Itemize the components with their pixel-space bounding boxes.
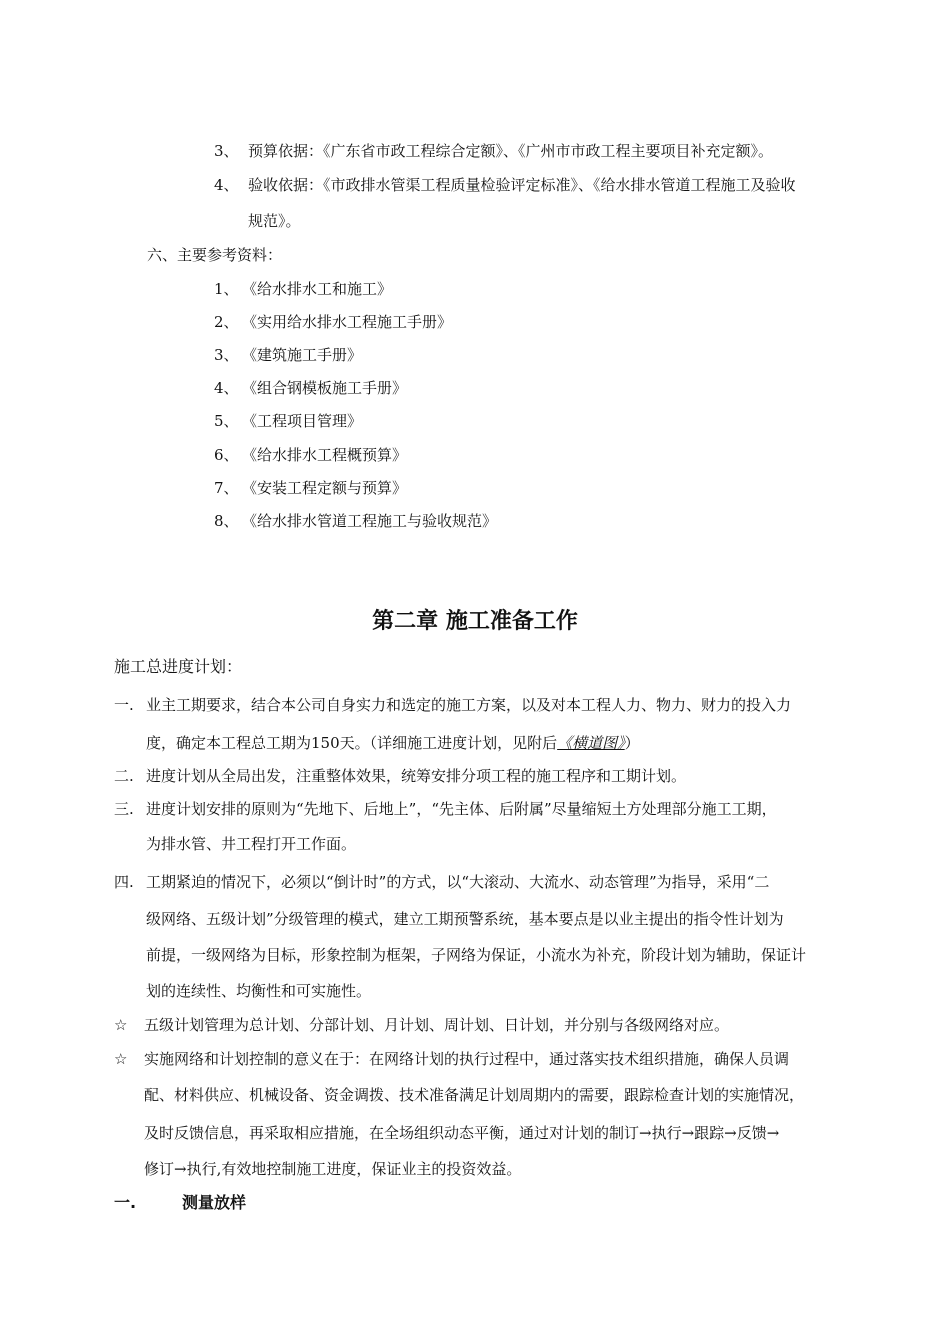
item-number: 一.	[114, 696, 134, 714]
item-text: 《给水排水管道工程施工与验收规范》	[242, 512, 498, 530]
item-number: 6、	[214, 446, 239, 464]
star-item-2-cont: 及时反馈信息，再采取相应措施，在全场组织动态平衡，通过对计划的制订→执行→跟踪→反馈→	[144, 1124, 780, 1142]
item-number: 8、	[214, 512, 239, 530]
refs-heading: 六、主要参考资料：	[147, 246, 283, 264]
item-number: 4、	[214, 379, 239, 397]
basis-item-4	[214, 174, 796, 196]
ref-item	[214, 344, 362, 366]
item-text: 进度计划安排的原则为“先地下、后地上”，“先主体、后附属”尽量缩短土方处理部分施工工期，	[146, 800, 777, 818]
ref-item	[214, 311, 452, 333]
basis-item-4-cont: 规范》。	[248, 212, 301, 230]
section-title: 测量放样	[182, 1193, 247, 1212]
item-text: 实施网络和计划控制的意义在于：在网络计划的执行过程中，通过落实技术组织措施，确保人员调	[144, 1050, 790, 1068]
schedule-item-4-cont: 前提，一级网络为目标，形象控制为框架，子网络为保证，小流水为补充，阶段计划为辅助，保证计	[146, 946, 807, 964]
item-text: 《工程项目管理》	[242, 412, 363, 430]
ref-item	[214, 444, 407, 466]
ref-item	[214, 477, 407, 499]
item-text: 《给水排水工程概预算》	[242, 446, 408, 464]
item-text: 度，确定本工程总工期为150天。（详细施工进度计划，见附后	[146, 734, 558, 752]
item-text: 预算依据：《广东省市政工程综合定额》、《广州市市政工程主要项目补充定额》。	[248, 142, 774, 160]
item-text: 《建筑施工手册》	[242, 346, 363, 364]
schedule-item-3	[114, 798, 777, 820]
schedule-item-4-cont: 级网络、五级计划”分级管理的模式，建立工期预警系统，基本要点是以业主提出的指令性计划为	[146, 910, 784, 928]
item-number: 3、	[214, 346, 239, 364]
item-text: 验收依据：《市政排水管渠工程质量检验评定标准》、《给水排水管道工程施工及验收	[248, 176, 796, 194]
item-number: 5、	[214, 412, 239, 430]
star-item-1	[114, 1014, 729, 1036]
star-item-2	[114, 1048, 789, 1070]
schedule-item-2	[114, 765, 686, 787]
star-icon: ☆	[114, 1016, 128, 1034]
schedule-item-3-cont: 为排水管、井工程打开工作面。	[146, 835, 357, 853]
item-number: 2、	[214, 313, 239, 331]
schedule-item-1-cont	[146, 732, 640, 754]
item-text: 进度计划从全局出发，注重整体效果，统筹安排分项工程的施工程序和工期计划。	[146, 767, 687, 785]
item-text: 工期紧迫的情况下，必须以“倒计时”的方式，以“大滚动、大流水、动态管理”为指导，采用“二	[146, 873, 770, 891]
item-text: 《给水排水工和施工》	[242, 280, 393, 298]
ref-item	[214, 377, 407, 399]
schedule-item-4	[114, 871, 769, 893]
section-heading	[114, 1192, 246, 1214]
item-number: 四.	[114, 873, 134, 891]
schedule-item-4-cont: 划的连续性、均衡性和可实施性。	[146, 982, 372, 1000]
item-number: 1、	[214, 280, 239, 298]
ref-item	[214, 410, 362, 432]
star-item-2-cont: 配、材料供应、机械设备、资金调拨、技术准备满足计划周期内的需要，跟踪检查计划的实施情况，	[144, 1086, 805, 1104]
star-icon: ☆	[114, 1050, 128, 1068]
item-text: 《组合钢模板施工手册》	[242, 379, 408, 397]
item-number: 3、	[214, 142, 239, 160]
item-number: 二.	[114, 767, 134, 785]
item-text: ）	[624, 734, 640, 752]
item-number: 7、	[214, 479, 239, 497]
star-item-2-cont: 修订→执行,有效地控制施工进度，保证业主的投资效益。	[144, 1160, 522, 1178]
gantt-chart-link[interactable]: 《横道图》	[557, 734, 625, 752]
chapter-title: 第二章 施工准备工作	[372, 609, 578, 634]
item-text: 业主工期要求，结合本公司自身实力和选定的施工方案，以及对本工程人力、物力、财力的投入力	[146, 696, 792, 714]
item-text: 《安装工程定额与预算》	[242, 479, 408, 497]
ref-item	[214, 278, 392, 300]
item-text: 五级计划管理为总计划、分部计划、月计划、周计划、日计划，并分别与各级网络对应。	[144, 1016, 730, 1034]
schedule-item-1	[114, 694, 791, 716]
item-number: 三.	[114, 800, 134, 818]
item-number: 4、	[214, 176, 239, 194]
section-number: 一.	[114, 1193, 137, 1212]
basis-item-3	[214, 140, 773, 162]
item-text: 《实用给水排水工程施工手册》	[242, 313, 453, 331]
schedule-heading: 施工总进度计划：	[114, 657, 243, 676]
ref-item	[214, 510, 497, 532]
